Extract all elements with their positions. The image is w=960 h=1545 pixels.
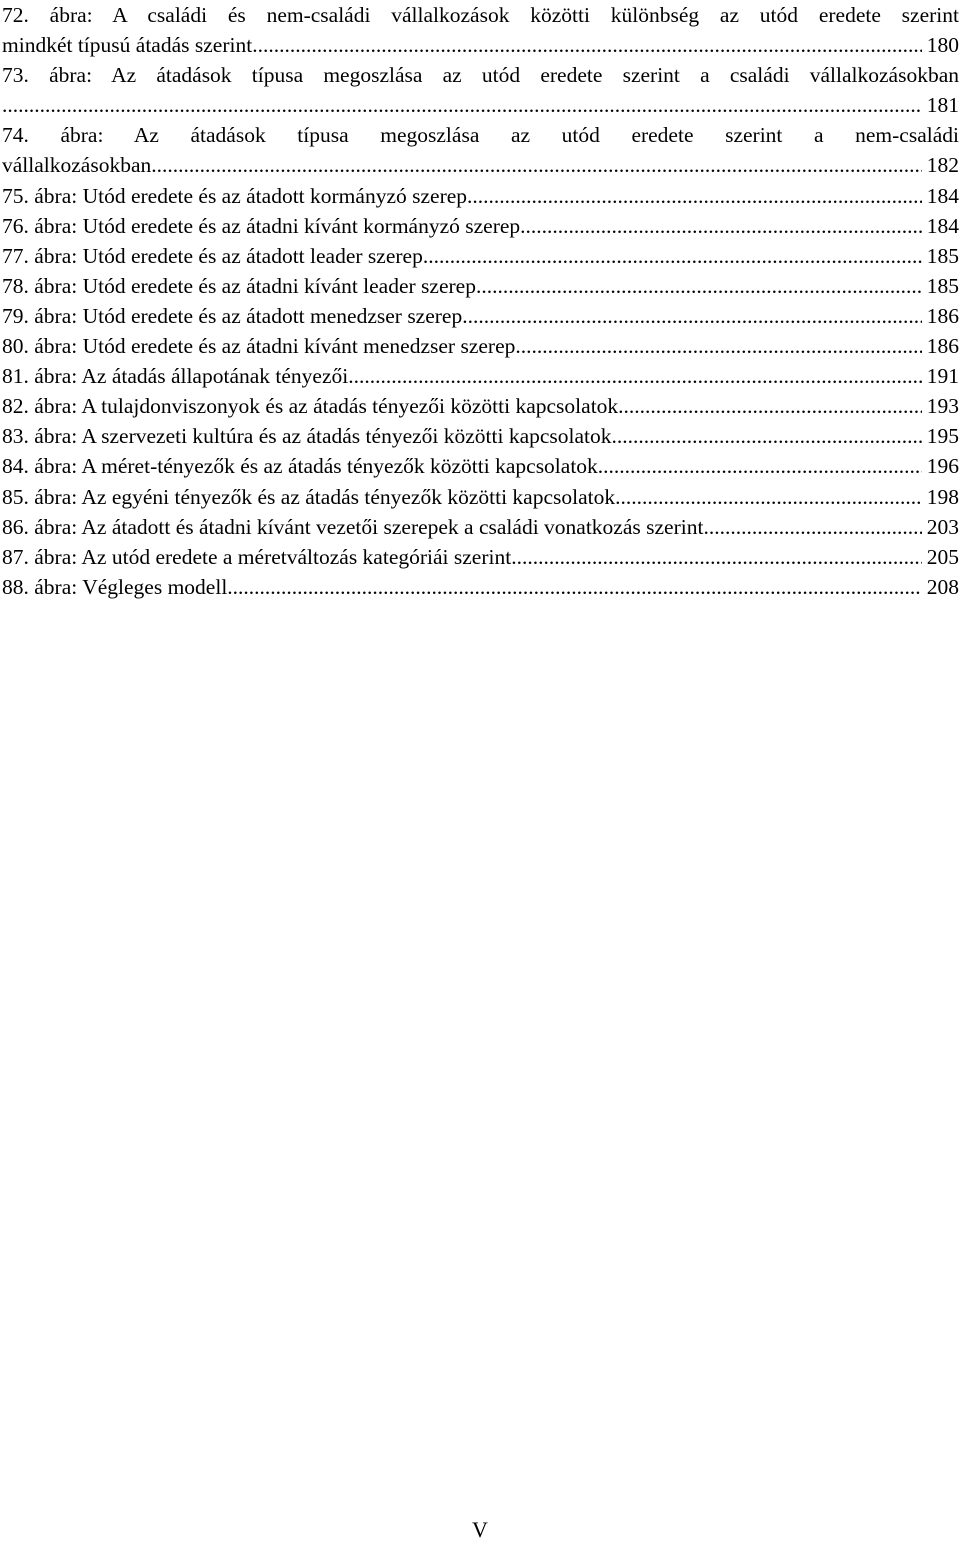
toc-entry-line [2,542,959,572]
toc-entry-80[interactable] [2,331,959,361]
toc-entry-page: 193 [926,394,959,419]
dot-leader [515,331,921,361]
toc-entry-text: 78. ábra: Utód eredete és az átadni kívánt leader szerep [2,273,476,298]
toc-entry-line [2,451,959,481]
toc-entry-line [2,60,959,90]
toc-entry-81[interactable] [2,361,959,391]
toc-entry-text: 76. ábra: Utód eredete és az átadni kívánt kormányzó szerep [2,213,521,238]
dot-leader [511,542,922,572]
toc-entry-72[interactable] [2,0,959,60]
toc-entry-86[interactable] [2,512,959,542]
toc-entry-75[interactable] [2,181,959,211]
toc-entry-79[interactable] [2,301,959,331]
toc-entry-line [2,301,959,331]
dot-leader [703,512,921,542]
dot-leader [467,181,922,211]
toc-entry-line [2,572,959,602]
toc-entry-text: 88. ábra: Végleges modell [2,574,228,599]
toc-entry-text: 77. ábra: Utód eredete és az átadott leader szerep [2,243,423,268]
toc-entry-line [2,150,959,180]
toc-entry-text: 83. ábra: A szervezeti kultúra és az átadás tényezői közötti kapcsolatok [2,424,612,449]
toc-entry-line [2,30,959,60]
toc-entry-page: 203 [926,514,959,539]
toc-entry-73[interactable] [2,60,959,120]
dot-leader [462,301,922,331]
toc-entry-line [2,241,959,271]
toc-entry-page: 208 [926,574,959,599]
toc-entry-78[interactable] [2,271,959,301]
toc-entry-text: 87. ábra: Az utód eredete a méretváltozás kategóriái szerint [2,544,512,569]
toc-entry-page: 184 [926,213,959,238]
toc-entry-text: 82. ábra: A tulajdonviszonyok és az átadás tényezői közötti kapcsolatok [2,394,619,419]
toc-entry-83[interactable] [2,421,959,451]
dot-leader [151,150,921,180]
toc-entry-77[interactable] [2,241,959,271]
toc-entry-page: 186 [926,334,959,359]
toc-entry-line [2,331,959,361]
toc-entry-line [2,181,959,211]
toc-entry-text: 79. ábra: Utód eredete és az átadott menedzser szerep [2,303,463,328]
dot-leader [598,451,922,481]
dot-leader [348,361,922,391]
toc-entry-line [2,90,959,120]
toc-entry-page: 186 [926,303,959,328]
page-number-footer: V [472,1517,488,1542]
dot-leader [618,391,922,421]
toc-entry-line [2,482,959,512]
toc-entry-page: 191 [926,364,959,389]
toc-entry-74[interactable] [2,120,959,180]
dot-leader [476,271,922,301]
toc-entry-page: 182 [926,153,959,178]
toc-entry-82[interactable] [2,391,959,421]
dot-leader [520,211,922,241]
toc-entry-line [2,391,959,421]
list-of-figures [2,0,959,602]
toc-entry-line [2,421,959,451]
toc-entry-text: 86. ábra: Az átadott és átadni kívánt vezetői szerepek a családi vonatkozás szerint [2,514,704,539]
toc-entry-page: 205 [926,544,959,569]
toc-entry-88[interactable] [2,572,959,602]
dot-leader [227,572,921,602]
dot-leader [423,241,922,271]
toc-entry-page: 198 [926,484,959,509]
toc-entry-page: 196 [926,454,959,479]
dot-leader [612,421,922,451]
toc-entry-text: vállalkozásokban [2,153,152,178]
toc-entry-text: 84. ábra: A méret-tényezők és az átadás tényezők közötti kapcsolatok [2,454,598,479]
toc-entry-page: 180 [926,33,959,58]
toc-entry-line [2,211,959,241]
toc-entry-87[interactable] [2,542,959,572]
toc-entry-text: 85. ábra: Az egyéni tényezők és az átadás tényezők közötti kapcsolatok [2,484,616,509]
toc-entry-line [2,0,959,30]
toc-entry-page: 181 [926,93,959,118]
toc-entry-line [2,361,959,391]
toc-entry-text: 75. ábra: Utód eredete és az átadott kormányzó szerep [2,183,468,208]
toc-entry-page: 185 [926,243,959,268]
toc-entry-text: 80. ábra: Utód eredete és az átadni kívánt menedzser szerep [2,334,516,359]
toc-entry-84[interactable] [2,451,959,481]
toc-entry-line [2,120,959,150]
dot-leader [2,90,922,120]
toc-entry-text: 74. ábra: Az átadások típusa megoszlása az utód eredete szerint a nem-családi [2,123,959,148]
toc-entry-76[interactable] [2,211,959,241]
toc-entry-page: 195 [926,424,959,449]
toc-entry-text: mindkét típusú átadás szerint [2,33,253,58]
toc-entry-text: 72. ábra: A családi és nem-családi vállalkozások közötti különbség az utód eredete szerint [2,3,959,27]
toc-entry-text: 73. ábra: Az átadások típusa megoszlása az utód eredete szerint a családi vállalkozásokban [2,63,959,88]
toc-entry-line [2,271,959,301]
toc-entry-page: 185 [926,273,959,298]
toc-entry-text: 81. ábra: Az átadás állapotának tényezői [2,364,349,389]
dot-leader [252,30,922,60]
toc-entry-page: 184 [926,183,959,208]
toc-entry-line [2,512,959,542]
toc-entry-85[interactable] [2,482,959,512]
dot-leader [615,482,922,512]
